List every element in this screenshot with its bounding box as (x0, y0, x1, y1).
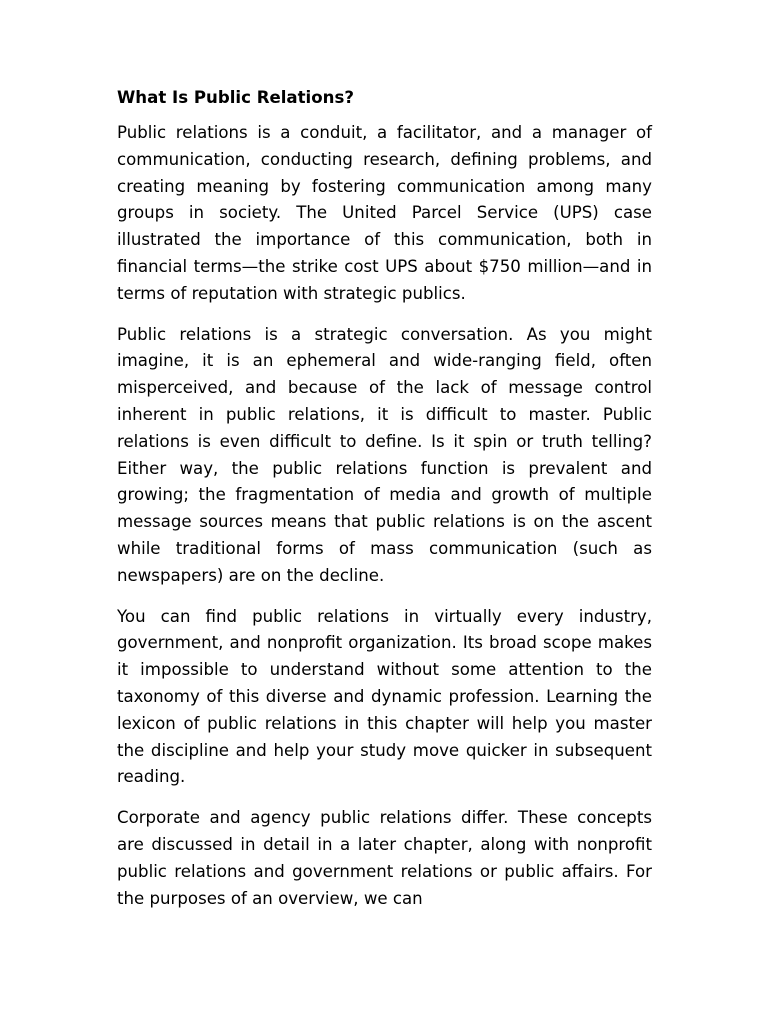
paragraph-2: Public relations is a strategic conversation. As you might imagine, it is an ephemeral and wide-ranging field, often misperceived, and because of the lack of message control inherent in public relations, it is difficult to master. Public relations is even difficult to define. Is it spin or truth telling? Either way, the public relations function is prevalent and growing; the fragmentation of media and growth of multiple message sources means that public relations is on the ascent while traditional forms of mass communication (such as newspapers) are on the decline. (117, 324, 652, 585)
document-page (117, 86, 652, 926)
paragraph-1: Public relations is a conduit, a facilitator, and a manager of communication, conducting research, defining problems, and creating meaning by fostering communication among many groups in society. The United Parcel Service (UPS) case illustrated the importance of this communication, both in financial terms—the strike cost UPS about $750 million—and in terms of reputation with strategic publics. (117, 123, 652, 303)
paragraph-3: You can find public relations in virtually every industry, government, and nonprofit organization. Its broad scope makes it impossible to understand without some attention to the taxonomy of this diverse and dynamic profession. Learning the lexicon of public relations in this chapter will help you master the discipline and help your study move quicker in subsequent reading. (117, 606, 652, 787)
paragraph-4: Corporate and agency public relations differ. These concepts are discussed in detail in a later chapter, along with nonprofit public relations and government relations or public affairs. For the purposes of an overview, we can (117, 808, 652, 908)
document-title: What Is Public Relations? (117, 88, 354, 107)
